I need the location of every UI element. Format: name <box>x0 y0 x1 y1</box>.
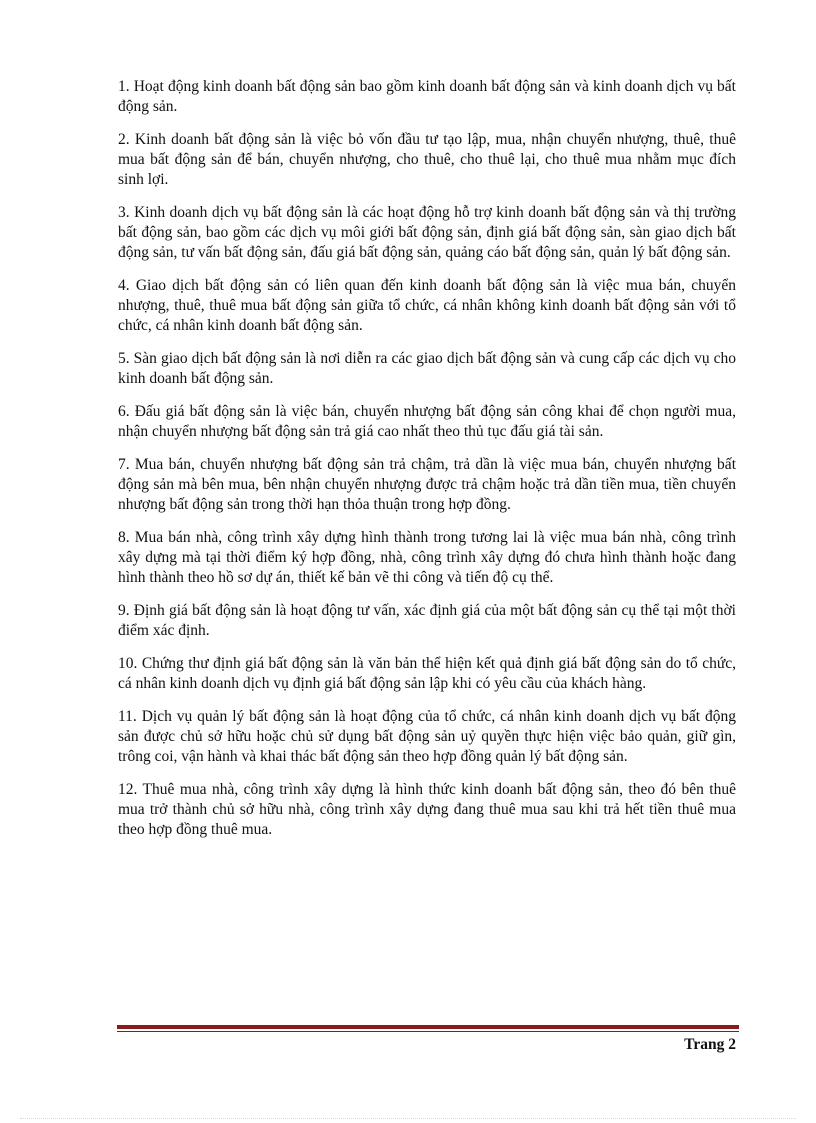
footer-rule <box>117 1025 739 1032</box>
footer-rule-thin <box>117 1031 739 1032</box>
paragraph-1: 1. Hoạt động kinh doanh bất động sản bao gồm kinh doanh bất động sản và kinh doanh dịch vụ bất động sản. <box>118 78 736 115</box>
paragraph-2: 2. Kinh doanh bất động sản là việc bỏ vốn đầu tư tạo lập, mua, nhận chuyển nhượng, thuê, thuê mua bất động sản để bán, chuyển nhượng, cho thuê, cho thuê lại, cho thuê mua nhằm mục đích sinh lợi. <box>118 131 736 188</box>
paragraph-3: 3. Kinh doanh dịch vụ bất động sản là các hoạt động hỗ trợ kinh doanh bất động sản và thị trường bất động sản, bao gồm các dịch vụ môi giới bất động sản, định giá bất động sản, sàn giao dịch bất động sản, tư vấn bất động sản, đấu giá bất động sản, quảng cáo bất động sản, quản lý bất động sản. <box>118 204 736 261</box>
paragraph-4: 4. Giao dịch bất động sản có liên quan đến kinh doanh bất động sản là việc mua bán, chuyển nhượng, thuê, thuê mua bất động sản giữa tổ chức, cá nhân không kinh doanh bất động sản với tổ chức, cá nhân kinh doanh bất động sản. <box>118 277 736 334</box>
paragraph-8: 8. Mua bán nhà, công trình xây dựng hình thành trong tương lai là việc mua bán nhà, công trình xây dựng mà tại thời điểm ký hợp đồng, nhà, công trình xây dựng đó chưa hình thành hoặc đang hình thành theo hồ sơ dự án, thiết kế bản vẽ thi công và tiến độ cụ thể. <box>118 529 736 586</box>
document-body <box>118 77 736 853</box>
paragraph-6: 6. Đấu giá bất động sản là việc bán, chuyển nhượng bất động sản công khai để chọn người mua, nhận chuyển nhượng bất động sản trả giá cao nhất theo thủ tục đấu giá tài sản. <box>118 403 736 440</box>
paragraph-9: 9. Định giá bất động sản là hoạt động tư vấn, xác định giá của một bất động sản cụ thể tại một thời điểm xác định. <box>118 602 736 639</box>
paragraph-12: 12. Thuê mua nhà, công trình xây dựng là hình thức kinh doanh bất động sản, theo đó bên thuê mua trở thành chủ sở hữu nhà, công trình xây dựng đang thuê mua sau khi trả hết tiền thuê mua theo hợp đồng thuê mua. <box>118 781 736 838</box>
footer-rule-thick <box>117 1025 739 1029</box>
page-bottom-divider <box>20 1118 796 1119</box>
paragraph-10: 10. Chứng thư định giá bất động sản là văn bản thể hiện kết quả định giá bất động sản do tổ chức, cá nhân kinh doanh dịch vụ định giá bất động sản lập khi có yêu cầu của khách hàng. <box>118 655 736 692</box>
page-number-label: Trang 2 <box>684 1036 736 1053</box>
paragraph-11: 11. Dịch vụ quản lý bất động sản là hoạt động của tổ chức, cá nhân kinh doanh dịch vụ bất động sản được chủ sở hữu hoặc chủ sử dụng bất động sản uỷ quyền thực hiện việc bảo quản, giữ gìn, trông coi, vận hành và khai thác bất động sản theo hợp đồng quản lý bất động sản. <box>118 708 736 765</box>
paragraph-5: 5. Sàn giao dịch bất động sản là nơi diễn ra các giao dịch bất động sản và cung cấp các dịch vụ cho kinh doanh bất động sản. <box>118 350 736 387</box>
paragraph-7: 7. Mua bán, chuyển nhượng bất động sản trả chậm, trả dần là việc mua bán, chuyển nhượng bất động sản mà bên mua, bên nhận chuyển nhượng được trả chậm hoặc trả dần tiền mua, tiền chuyển nhượng bất động sản trong thời hạn thỏa thuận trong hợp đồng. <box>118 456 736 513</box>
